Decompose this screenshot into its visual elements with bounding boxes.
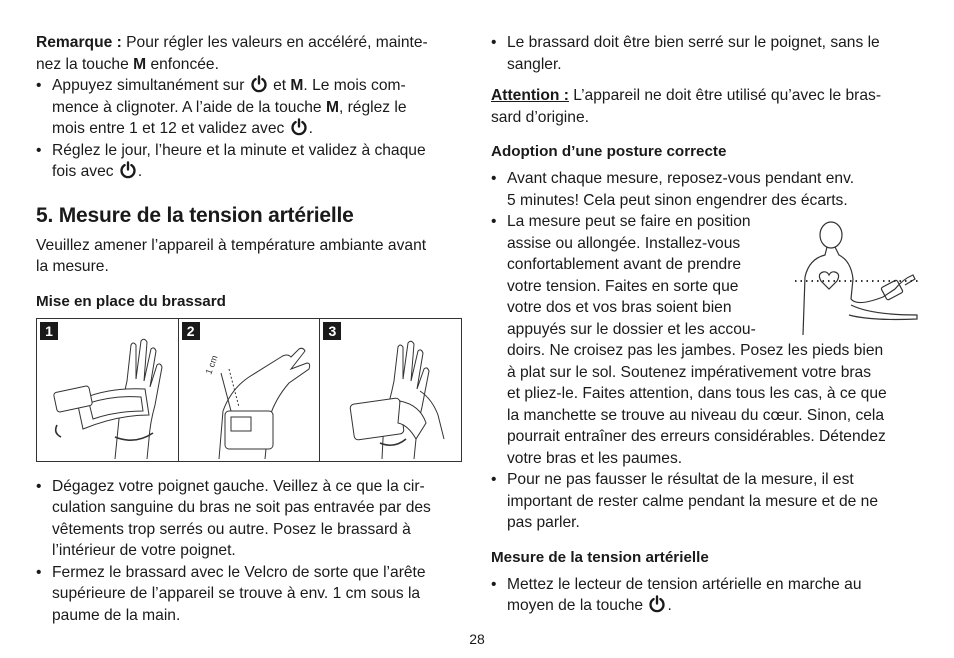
list-item: • Le brassard doit être bien serré sur le poignet, sans le sangler.	[491, 32, 921, 75]
step-number: 3	[323, 322, 341, 340]
power-icon	[250, 75, 268, 93]
list-item: • Mettez le lecteur de tension artérielle en marche au moyen de la touche .	[491, 574, 921, 617]
list-item: • Réglez le jour, l’heure et la minute et validez à chaque fois avec .	[36, 140, 466, 183]
list-item: • Pour ne pas fausser le résultat de la mesure, il est important de rester calme pendant la mesure et de ne pas parler.	[491, 469, 921, 534]
seated-posture-illustration	[791, 219, 929, 335]
measurement-list	[491, 574, 921, 617]
cuff-fit-list	[491, 32, 921, 75]
measure-label: 1 cm	[203, 353, 220, 376]
remark-label: Remarque :	[36, 34, 122, 51]
posture-list	[491, 168, 921, 534]
remark-paragraph: Remarque : Pour régler les valeurs en accéléré, mainte- nez la touche M enfoncée.	[36, 34, 428, 73]
power-icon	[119, 161, 137, 179]
wrist-cuff-illustration	[37, 319, 178, 461]
attention-paragraph: Attention : L’appareil ne doit être utilisé qu’avec le bras- sard d’origine.	[491, 87, 882, 126]
figure-step-1	[37, 319, 179, 461]
figure-step-3	[320, 319, 461, 461]
settings-list	[36, 75, 466, 183]
subheading-cuff: Mise en place du brassard	[36, 292, 226, 310]
subheading-posture: Adoption d’une posture correcte	[491, 143, 727, 160]
cuff-figures	[36, 318, 462, 462]
right-column	[491, 32, 921, 617]
list-item: • Avant chaque mesure, reposez-vous pendant env. 5 minutes! Cela peut sinon engendrer des écarts.	[491, 168, 921, 211]
figure-step-2	[179, 319, 321, 461]
step-number: 2	[182, 322, 200, 340]
velcro-closing-illustration	[320, 319, 461, 461]
power-icon	[290, 118, 308, 136]
cuff-position-illustration	[179, 319, 320, 461]
power-icon	[648, 595, 666, 613]
list-item: • La mesure peut se faire en position assise ou allongée. Installez-vous confortablement avant de prendre votre tension. Faites en sorte que votre dos et vos bras soient bien appuyés sur le dossier et les accou- doirs. Ne croisez pas les jambes. Posez les pieds bien à plat sur le sol. Soutenez impérativement votre bras et pliez-le. Faites attention, dans tous les cas, à ce que la manchette se trouve au niveau du cœur. Sinon, cela pourrait entraîner des erreurs considérables. Détendez votre bras et les paumes.	[491, 211, 921, 469]
list-item: • Fermez le brassard avec le Velcro de sorte que l’arête supérieure de l’appareil se trouve à env. 1 cm sous la paume de la main.	[36, 562, 466, 627]
cuff-list	[36, 476, 466, 627]
page-number: 28	[469, 631, 485, 647]
list-item: • Dégagez votre poignet gauche. Veillez à ce que la cir- culation sanguine du bras ne soit pas entravée par des vêtements trop serrés ou autre. Posez le brassard à l’intérieur de votre poignet.	[36, 476, 466, 562]
left-column	[36, 32, 466, 626]
step-number: 1	[40, 322, 58, 340]
subheading-measurement: Mesure de la tension artérielle	[491, 548, 709, 566]
intro-paragraph: Veuillez amener l’appareil à température ambiante avant la mesure.	[36, 236, 427, 275]
section-heading: 5. Mesure de la tension artérielle	[36, 203, 354, 227]
list-item: • Appuyez simultanément sur et M. Le mois com- mence à clignoter. A l’aide de la touche M, réglez le mois entre 1 et 12 et validez avec .	[36, 75, 466, 140]
attention-label: Attention :	[491, 87, 569, 104]
